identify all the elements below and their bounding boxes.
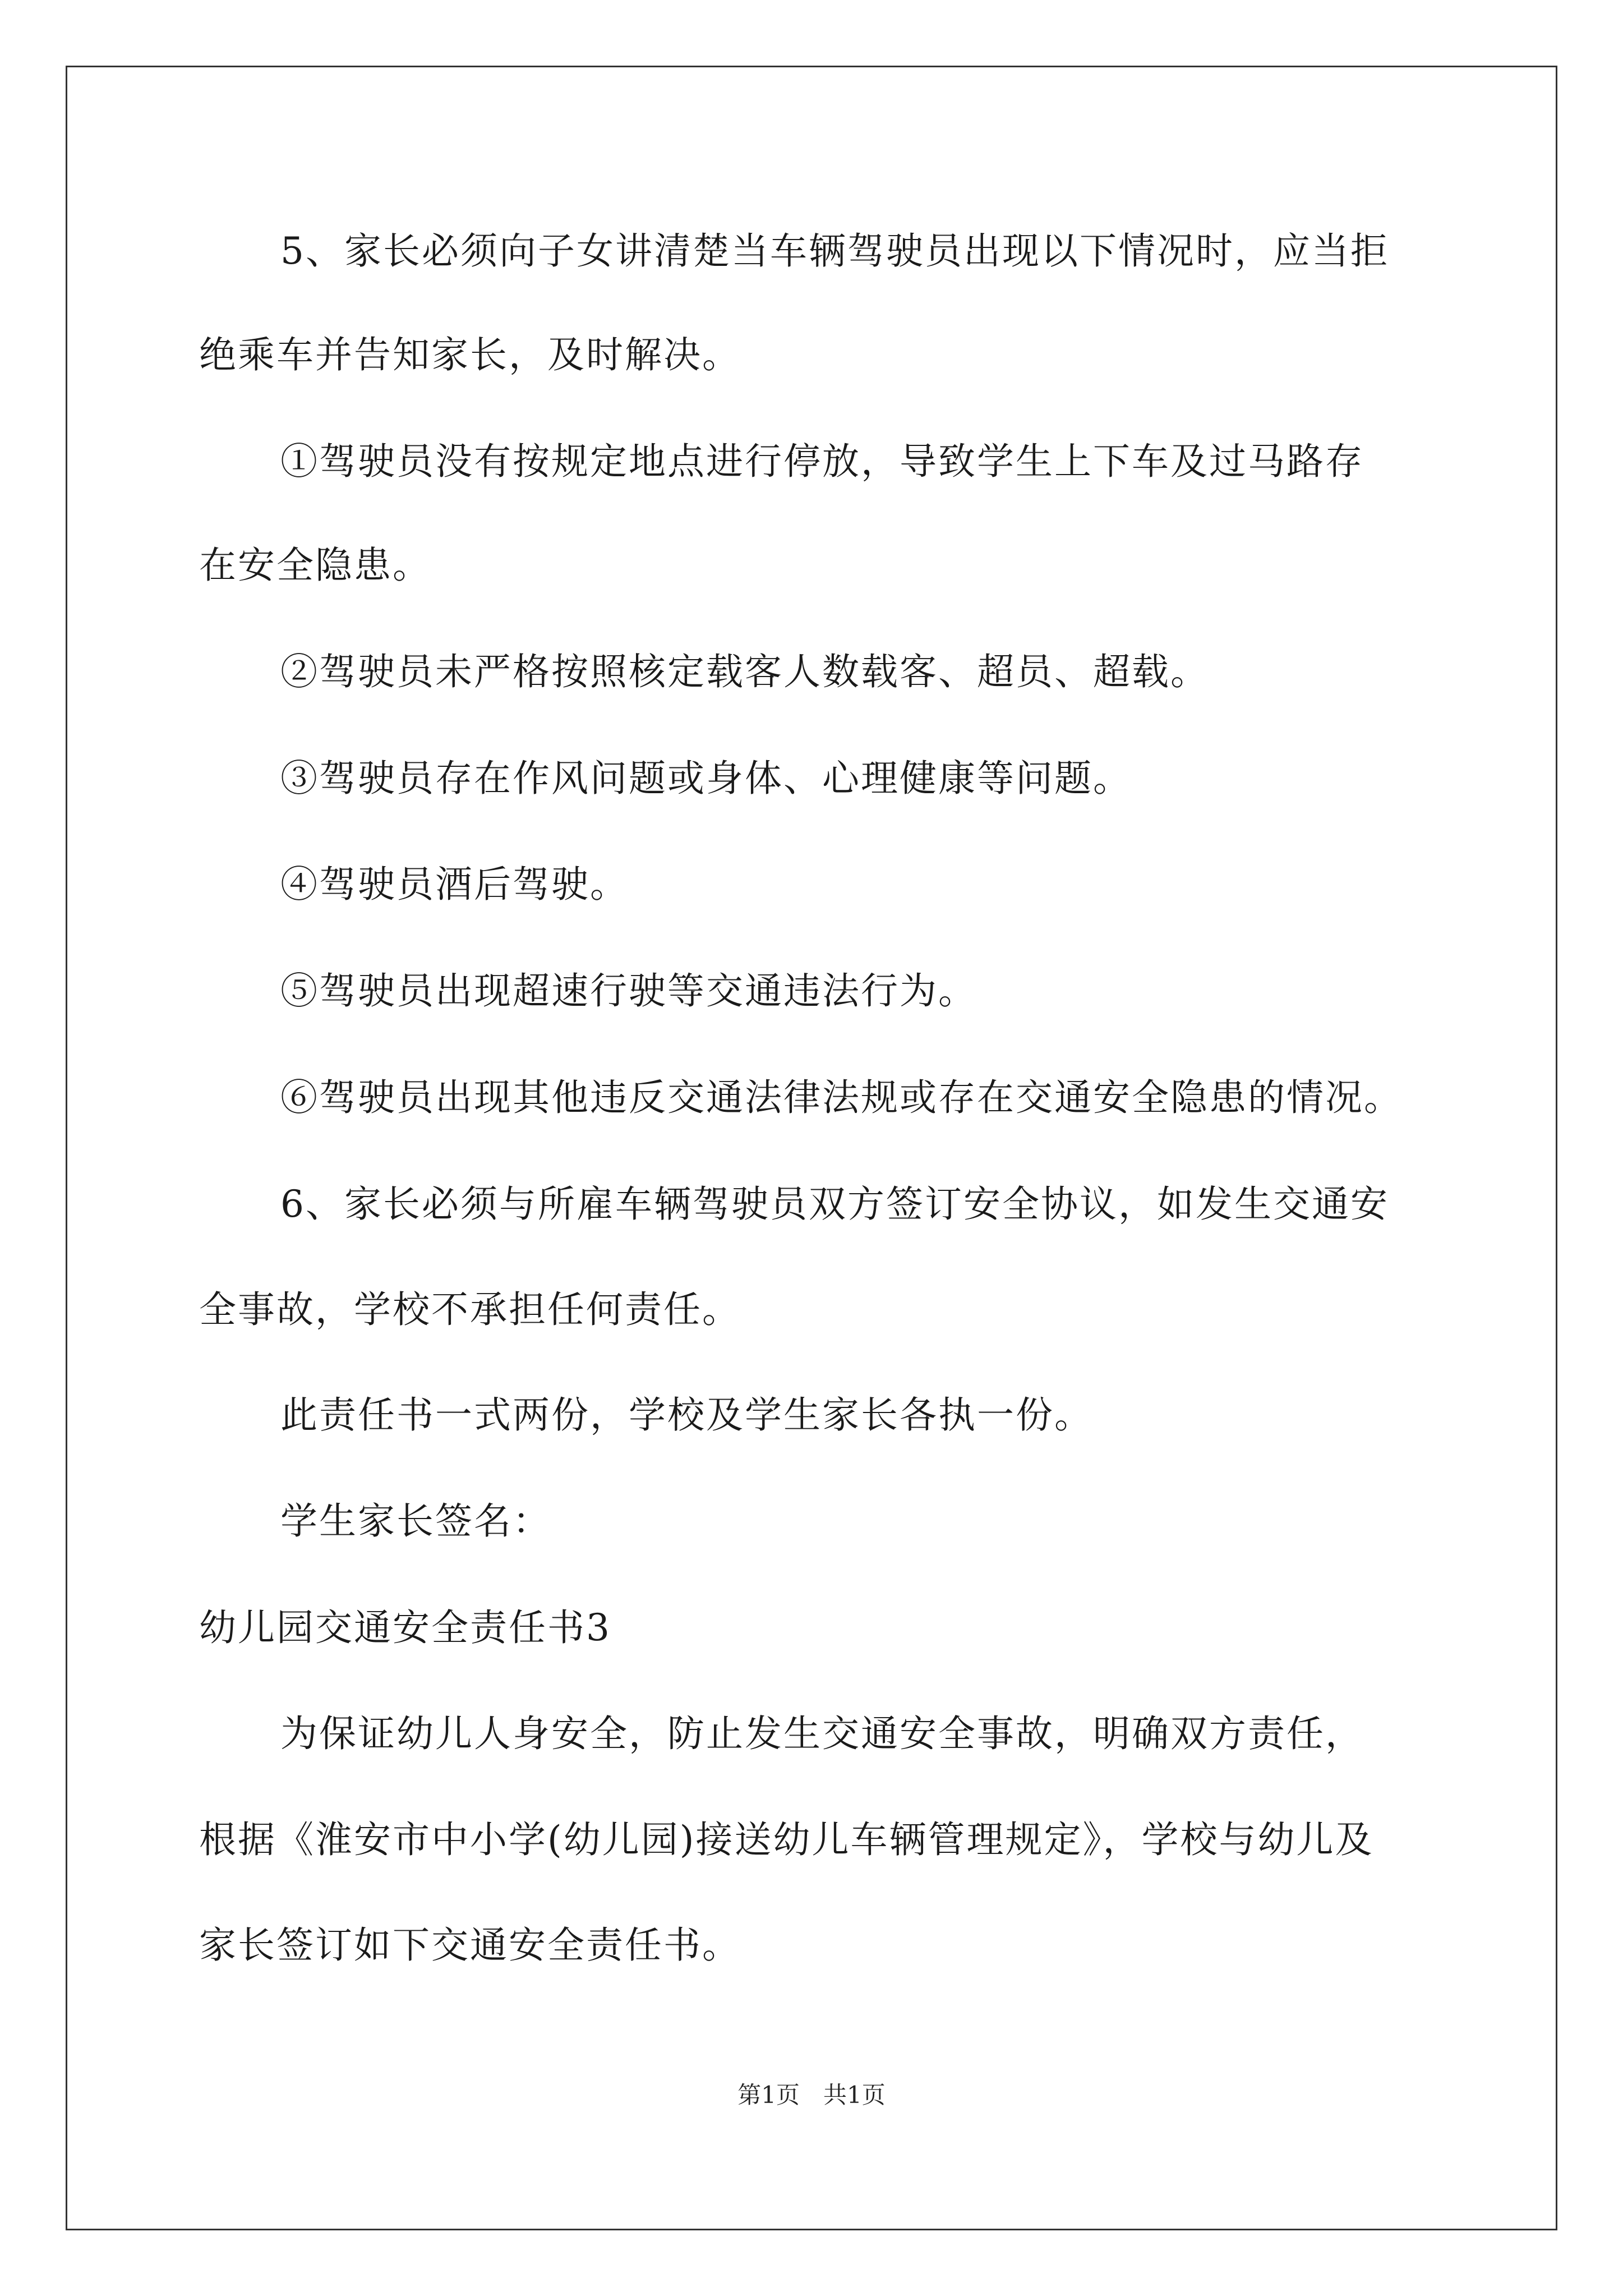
paragraph-5-line-1: 5、家长必须向子女讲清楚当车辆驾驶员出现以下情况时，应当拒 [280, 229, 1389, 273]
parent-signature-label: 学生家长签名： [280, 1499, 551, 1543]
intro-line-2: 根据《淮安市中小学(幼儿园)接送幼儿车辆管理规定》，学校与幼儿及 [199, 1818, 1374, 1861]
copies-note: 此责任书一式两份，学校及学生家长各执一份。 [280, 1393, 1093, 1437]
paragraph-6-line-2: 全事故，学校不承担任何责任。 [199, 1288, 741, 1331]
intro-line-3: 家长签订如下交通安全责任书。 [199, 1924, 741, 1967]
item-5: ⑤驾驶员出现超速行驶等交通违法行为。 [280, 969, 977, 1013]
paragraph-6-line-1: 6、家长必须与所雇车辆驾驶员双方签订安全协议，如发生交通安 [280, 1182, 1389, 1226]
item-3: ③驾驶员存在作风问题或身体、心理健康等问题。 [280, 757, 1132, 800]
item-6: ⑥驾驶员出现其他违反交通法律法规或存在交通安全隐患的情况。 [280, 1076, 1403, 1119]
item-1-line-2: 在安全隐患。 [199, 544, 431, 587]
paragraph-5-line-2: 绝乘车并告知家长，及时解决。 [199, 333, 741, 376]
item-1-line-1: ①驾驶员没有按规定地点进行停放，导致学生上下车及过马路存 [280, 440, 1364, 483]
page-footer: 第1页 共1页 [737, 2081, 886, 2109]
section-title: 幼儿园交通安全责任书3 [199, 1606, 611, 1649]
page-border [66, 66, 1557, 2230]
item-4: ④驾驶员酒后驾驶。 [280, 863, 629, 906]
intro-line-1: 为保证幼儿人身安全，防止发生交通安全事故，明确双方责任， [280, 1712, 1364, 1755]
item-2: ②驾驶员未严格按照核定载客人数载客、超员、超载。 [280, 650, 1209, 693]
